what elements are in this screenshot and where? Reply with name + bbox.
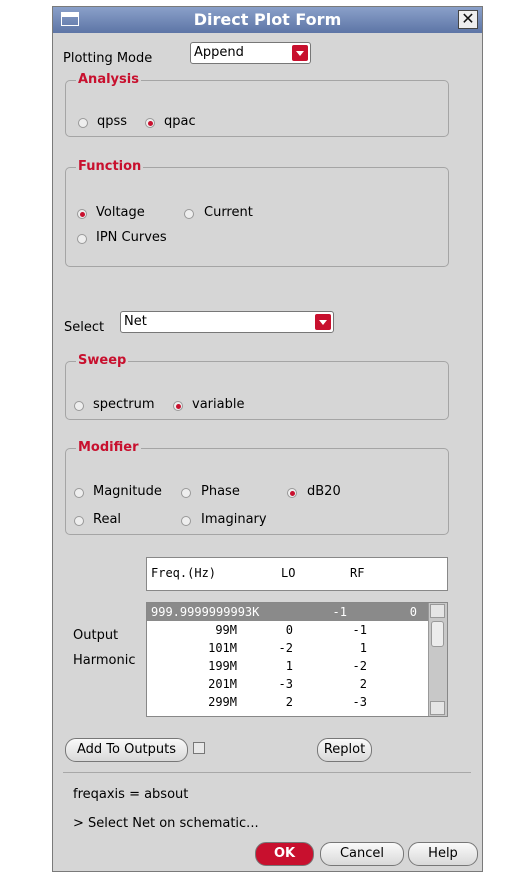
close-button[interactable] [458,10,478,29]
close-icon: ✕ [461,9,475,28]
sweep-group-title: Sweep [78,353,127,368]
harmonic-list[interactable] [146,602,448,717]
radio-real[interactable] [74,516,84,526]
analysis-group-title: Analysis [78,72,139,87]
radio-spectrum[interactable] [74,401,84,411]
output-harmonic-label-line2: Harmonic [73,653,136,668]
replot-button[interactable]: Replot [317,738,372,762]
radio-voltage[interactable] [77,209,87,219]
option-magnitude-label: Magnitude [93,484,162,499]
option-phase-label: Phase [201,484,240,499]
radio-variable[interactable] [173,401,183,411]
scroll-down-icon[interactable] [430,701,445,715]
sweep-group [65,353,449,420]
radio-db20[interactable] [287,488,297,498]
option-voltage-label: Voltage [96,205,145,220]
radio-imaginary[interactable] [181,516,191,526]
list-item[interactable]: 201M -3 2 [208,677,367,691]
column-header-lo: LO [281,566,296,580]
separator [63,772,471,773]
add-to-outputs-button[interactable]: Add To Outputs [65,738,188,762]
radio-phase[interactable] [181,488,191,498]
modifier-group [65,440,449,535]
option-ipn-curves-label: IPN Curves [96,230,167,245]
modifier-group-title: Modifier [78,440,139,455]
list-item[interactable]: 199M 1 -2 [208,659,367,673]
column-header-freq: Freq.(Hz) [151,566,217,580]
list-item[interactable]: 99M 0 -1 [215,623,367,637]
radio-magnitude[interactable] [74,488,84,498]
option-qpss-label: qpss [97,114,128,129]
help-button[interactable]: Help [408,842,478,866]
function-group-title: Function [78,159,142,174]
list-item[interactable]: 999.9999999993K -1 0 [147,603,429,621]
selection-prompt: > Select Net on schematic... [73,816,259,831]
option-variable-label: variable [192,397,245,412]
ok-button[interactable]: OK [255,842,314,866]
column-header-rf: RF [350,566,365,580]
list-scrollbar[interactable] [428,603,447,716]
select-label: Select [64,320,105,335]
option-qpac-label: qpac [164,114,196,129]
add-outputs-checkbox[interactable] [193,742,205,754]
scroll-up-icon[interactable] [430,604,445,618]
radio-qpss[interactable] [78,118,88,128]
cancel-button[interactable]: Cancel [320,842,404,866]
option-spectrum-label: spectrum [93,397,155,412]
plotting-mode-label: Plotting Mode [63,51,153,66]
direct-plot-form-window [52,6,483,872]
plotting-mode-value: Append [194,45,244,60]
list-item[interactable]: 299M 2 -3 [208,695,367,709]
analysis-group [65,72,449,137]
select-dropdown[interactable] [120,311,334,333]
title-bar[interactable] [53,7,482,33]
option-db20-label: dB20 [307,484,341,499]
option-imaginary-label: Imaginary [201,512,267,527]
option-current-label: Current [204,205,253,220]
scroll-thumb[interactable] [431,621,444,647]
select-value: Net [124,314,147,329]
freqaxis-status: freqaxis = absout [73,787,189,802]
list-item[interactable]: 101M -2 1 [208,641,367,655]
chevron-down-icon [292,45,308,61]
chevron-down-icon [315,314,331,330]
window-title: Direct Plot Form [193,10,342,29]
harmonic-list-header [146,557,448,591]
plotting-mode-select[interactable] [190,42,311,64]
radio-current[interactable] [184,209,194,219]
radio-qpac[interactable] [145,118,155,128]
function-group [65,159,449,267]
output-harmonic-label-line1: Output [73,628,119,643]
radio-ipn-curves[interactable] [77,234,87,244]
option-real-label: Real [93,512,122,527]
